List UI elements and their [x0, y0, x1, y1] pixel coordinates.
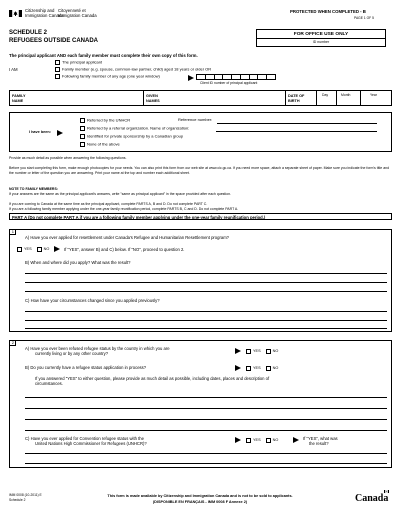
canada-wordmark: Canada [355, 493, 389, 504]
q2c-yes-checkbox[interactable] [246, 438, 251, 443]
option-family-member-label: Family member (e.g. spouse, common-law partner, child) aged 18 years or older OR [62, 66, 212, 72]
q1a-text: A) Have you ever applied for resettlement under Canada's Refugee and Humanitarian Resettlement program? [25, 235, 230, 240]
family-name-field[interactable] [32, 91, 142, 105]
arrow-right-icon [54, 246, 60, 252]
name-row [9, 90, 392, 106]
protected-label: PROTECTED WHEN COMPLETED - B [290, 9, 366, 14]
following-member-checkbox[interactable] [55, 74, 60, 79]
option-referral-org[interactable] [80, 126, 189, 131]
q1b-answer-line[interactable] [25, 291, 387, 292]
family-member-checkbox[interactable] [55, 67, 60, 72]
dob-year-label: Year [370, 92, 377, 97]
option-principal-label: The principal applicant [62, 59, 103, 65]
question-2-block [9, 340, 392, 468]
q2a-line2: currently living or by any other country? [35, 351, 109, 357]
dept-en-line2: Immigration Canada [25, 12, 64, 18]
flag-icon [384, 490, 389, 493]
office-use-title: FOR OFFICE USE ONLY [293, 31, 349, 37]
q2-follow-line1: If you answered "YES" to either question, please provide as much detail as possible, including dates, places and description of [35, 376, 270, 381]
q1a-no-label: NO [43, 247, 50, 252]
organization-field[interactable] [216, 131, 377, 132]
option-private-sponsorship[interactable] [80, 134, 183, 139]
client-id-field[interactable] [196, 74, 276, 80]
q2-answer-line[interactable] [25, 408, 387, 409]
footer-schedule: Schedule 2 [9, 498, 26, 502]
q2-answer-line[interactable] [25, 397, 387, 398]
principal-checkbox[interactable] [55, 60, 60, 65]
q2c-yes-label: YES [253, 438, 261, 443]
q1a-yes-no [17, 247, 54, 252]
q2c-follow-line2: the result? [309, 441, 329, 447]
note-same-time: If you are coming to Canada at the same time as the principal applicant, complete PARTS A, B and D. Do not complete PART C. [9, 202, 208, 206]
info-photocopies: Before you start completing this form, make enough photocopies for your needs. You can also print this form from our web site at www.cic.gc.ca. If you need more space, attach a separate sheet of paper. Make sure you indicate the form's title and the number or letter of the question you are answering. Print your name at the top and number each additional sheet. [9, 166, 390, 175]
q1a-follow-text: If "YES", answer B) and C) below. If "NO", proceed to question 2. [64, 247, 185, 252]
canada-flag-icon [9, 10, 22, 17]
dept-fr-line1: Citoyenneté et [58, 8, 86, 13]
reference-number-label: Reference number: [178, 117, 213, 122]
arrow-right-icon [188, 75, 194, 81]
arrow-right-icon [57, 130, 63, 136]
q2c-text [25, 436, 147, 447]
part-a-header [9, 213, 392, 220]
family-name-label: FAMILY NAME [12, 94, 26, 103]
q1a-yes-checkbox[interactable] [17, 247, 22, 252]
id-number-field[interactable] [257, 38, 385, 46]
q2-answer-line[interactable] [25, 419, 387, 420]
arrow-right-icon [235, 348, 241, 354]
q1c-answer-line[interactable] [25, 311, 387, 312]
arrow-right-icon [235, 437, 241, 443]
arrow-right-icon [235, 365, 241, 371]
dept-en-line1: Citizenship and [25, 8, 55, 13]
q2c-no-checkbox[interactable] [266, 438, 271, 443]
referral-box [9, 112, 392, 152]
footer-made-by: This form is made available by Citizenship and Immigration Canada and is not to be sold to applicants. [107, 494, 293, 498]
q2b-no-label: NO [272, 366, 279, 371]
q2-answer-line[interactable] [25, 430, 387, 431]
q2a-yes-no [246, 349, 283, 354]
option-private-sponsorship-label: Identified for private sponsorship by a Canadian group [87, 133, 184, 139]
option-none[interactable] [80, 142, 120, 147]
unhcr-checkbox[interactable] [80, 118, 85, 123]
option-none-label: None of the above [87, 141, 120, 147]
part-a-title: PART A (Do not complete PART A if you are a following family member applying under the one-year family reunification period.) [12, 215, 266, 220]
note-same-answers: If your answers are the same as the principal applicant's answers, write "same as principal applicant" in the space provided after each question. [9, 192, 232, 196]
option-family-member[interactable] [55, 67, 211, 72]
option-following-member-label: Following family member of any age (one year window) [62, 73, 160, 79]
i-am-label: I AM [9, 67, 18, 72]
info-detail: Provide as much detail as possible when answering the following questions. [9, 156, 127, 160]
dob-field[interactable] [316, 98, 391, 105]
none-checkbox[interactable] [80, 142, 85, 147]
question-2-number: 2 [9, 340, 16, 346]
question-1-block [9, 229, 392, 332]
q2b-no-checkbox[interactable] [266, 366, 271, 371]
reference-number-field[interactable] [217, 123, 377, 124]
q1b-answer-line[interactable] [25, 273, 387, 274]
q2c-answer-line[interactable] [25, 463, 387, 464]
q2-follow-line2: circumstances. [35, 381, 63, 387]
q1b-text: B) When and where did you apply? What was the result? [25, 260, 131, 265]
q2a-yes-checkbox[interactable] [246, 349, 251, 354]
question-1-number: 1 [9, 229, 16, 235]
q2b-text: B) Do you currently have a refugee status application in process? [25, 365, 147, 370]
given-names-field[interactable] [168, 91, 278, 105]
q2a-no-label: NO [272, 349, 279, 354]
q2c-follow-line1: If "YES", what was [303, 436, 338, 441]
form-title: REFUGEES OUTSIDE CANADA [9, 38, 99, 44]
office-use-box [256, 29, 386, 47]
option-unhcr[interactable] [80, 118, 130, 123]
q2b-yes-label: YES [253, 366, 261, 371]
q2a-text [25, 346, 170, 357]
q2a-no-checkbox[interactable] [266, 349, 271, 354]
q2b-yes-checkbox[interactable] [246, 366, 251, 371]
q1b-answer-line[interactable] [25, 282, 387, 283]
referral-org-checkbox[interactable] [80, 126, 85, 131]
been-label: I have been: [29, 130, 51, 134]
q2c-answer-line[interactable] [25, 453, 387, 454]
q1c-text: C) How have your circumstances changed since you applied previously? [25, 298, 160, 303]
given-names-label: GIVEN NAMES [146, 94, 160, 103]
q2b-yes-no [246, 366, 283, 371]
dob-day-label: Day [322, 92, 329, 97]
q2c-line2: United Nations High Commissioner for Refugees (UNHCR)? [35, 441, 147, 447]
q2c-yes-no [246, 438, 283, 443]
q2a-yes-label: YES [253, 349, 261, 354]
intro-instruction: The principal applicant AND each family member must complete their own copy of this form. [9, 53, 198, 58]
arrow-right-icon [293, 437, 299, 443]
dob-label: DATE OF BIRTH [288, 94, 305, 103]
private-sponsorship-checkbox[interactable] [80, 134, 85, 139]
q1c-answer-line[interactable] [25, 320, 387, 321]
page-number: PAGE 1 OF 5 [354, 16, 374, 20]
form-number: IMM 0008 (10-2011) E [9, 493, 42, 497]
dob-month-label: Month [341, 92, 351, 97]
q2-follow-text [35, 376, 269, 387]
id-number-label: ID number [312, 39, 330, 44]
option-following-member[interactable] [55, 74, 160, 79]
option-unhcr-label: Referred by the UNHCR [87, 117, 131, 123]
option-principal[interactable] [55, 60, 102, 65]
schedule-title: SCHEDULE 2 [9, 30, 48, 36]
q1a-yes-label: YES [24, 247, 32, 252]
client-id-label: Client ID number of principal applicant [200, 81, 258, 85]
q1a-no-checkbox[interactable] [37, 247, 42, 252]
q1c-answer-line[interactable] [25, 328, 387, 329]
note-title: NOTE TO FAMILY MEMBERS: [9, 187, 58, 191]
note-following-member: If you are a following family member applying under the one-year family reunification period, complete PARTS B, C and D. Do not complete PART A. [9, 207, 239, 211]
q2c-no-label: NO [272, 438, 279, 443]
department-fr [58, 9, 97, 18]
footer-french: (DISPONIBLE EN FRANÇAIS - IMM 0008 F Annexe 2) [152, 500, 248, 504]
q2c-line1: C) Have you ever applied for Convention refugee status with the [25, 436, 144, 441]
dept-fr-line2: Immigration Canada [58, 12, 97, 18]
option-referral-org-label: Referred by a referral organization. Name of organization: [87, 125, 190, 131]
q2a-line1: A) Have you ever been refused refugee status by the country in which you are [25, 346, 170, 351]
q2c-follow-text [303, 436, 338, 447]
